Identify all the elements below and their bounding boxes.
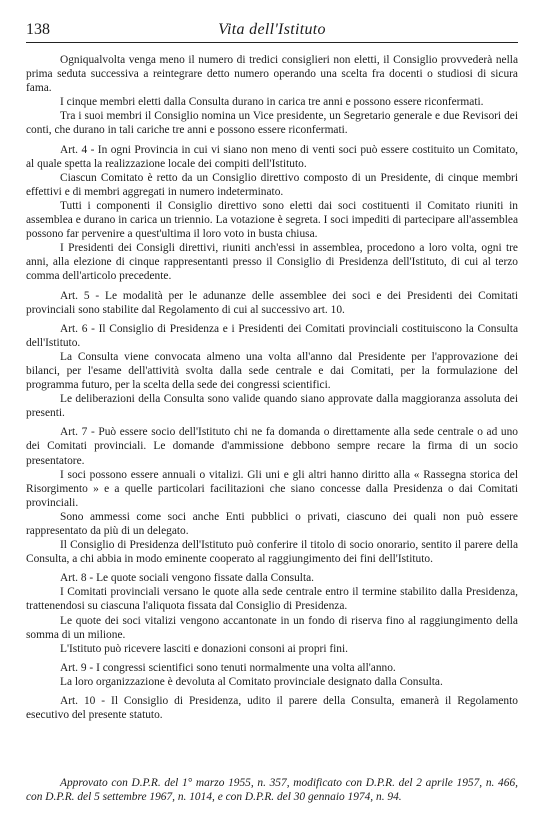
paragraph: L'Istituto può ricevere lasciti e donazioni consoni ai propri fini. bbox=[60, 642, 349, 655]
paragraph: Le quote dei soci vitalizi vengono accantonate in un fondo di riserva fino al raggiungimento della somma di un milione. bbox=[26, 614, 518, 641]
paragraph: Art. 10 - Il Consiglio di Presidenza, udito il parere della Consulta, emanerà il Regolamento esecutivo del presente statuto. bbox=[26, 695, 518, 722]
paragraph: Art. 7 - Può essere socio dell'Istituto chi ne fa domanda o direttamente alla sede centrale o ad uno dei Comitati provinciali. Le domande d'ammissione debbono sempre recare la firma di un socio presentatore. bbox=[26, 426, 518, 467]
paragraph: I cinque membri eletti dalla Consulta durano in carica tre anni e possono essere riconfermati. bbox=[60, 96, 484, 109]
paragraph: Ciascun Comitato è retto da un Consiglio direttivo composto di un Presidente, di cinque membri effettivi e di membri aggregati in numero indeterminato. bbox=[26, 171, 518, 198]
article-4 bbox=[26, 143, 518, 284]
paragraph: I Comitati provinciali versano le quote alla sede centrale entro il termine stabilito dalla Presidenza, trattenendosi su ciascuna l'aliquota fissata dal Consiglio di Presidenza. bbox=[26, 586, 518, 613]
paragraph: Le deliberazioni della Consulta sono valide quando siano approvate dalla maggioranza assoluta dei presenti. bbox=[26, 393, 518, 420]
paragraph: Il Consiglio di Presidenza dell'Istituto può conferire il titolo di socio onorario, sentito il parere della Consulta, a chi abbia in modo eminente cooperato al raggiungimento dei fini dell'Istituto. bbox=[26, 539, 518, 566]
article-7 bbox=[26, 425, 518, 566]
paragraph: Tutti i componenti il Consiglio direttivo sono eletti dai soci costituenti il Comitato riuniti in assemblea e durano in carica un triennio. La votazione è segreta. I soci impediti di partecipare all'assemblea possono far pervenire a quest'ultima il loro voto in busta chiusa. bbox=[26, 199, 518, 241]
page-header bbox=[26, 20, 518, 43]
body-text bbox=[26, 53, 518, 722]
article-9 bbox=[26, 661, 518, 689]
paragraph: Art. 5 - Le modalità per le adunanze delle assemblee dei soci e dei Presidenti dei Comitati provinciali sono stabilite dal Regolamento di cui al successivo art. 10. bbox=[26, 289, 518, 316]
paragraph: Art. 4 - In ogni Provincia in cui vi siano non meno di venti soci può essere costituito un Comitato, al quale spetta la realizzazione locale dei compiti dell'Istituto. bbox=[26, 143, 518, 170]
paragraph: I soci possono essere annuali o vitalizi. Gli uni e gli altri hanno diritto alla « Rassegna storica del Risorgimento » e a quelle particolari facilitazioni che siano concesse dalla Presidenza o dai Comitati provinciali. bbox=[26, 468, 518, 509]
article-8 bbox=[26, 571, 518, 656]
paragraph: I Presidenti dei Consigli direttivi, riuniti anch'essi in assemblea, procedono a loro volta, ogni tre anni, alla elezione di cinque rappresentanti presso il Consiglio di Presidenza dell'Istituto, di cui al terzo comma dell'articolo precedente. bbox=[26, 242, 518, 283]
paragraph: Art. 9 - I congressi scientifici sono tenuti normalmente una volta all'anno. bbox=[60, 661, 396, 674]
paragraph: La loro organizzazione è devoluta al Comitato provinciale designato dalla Consulta. bbox=[60, 675, 443, 688]
paragraph: Sono ammessi come soci anche Enti pubblici o privati, ciascuno dei quali non può essere rappresentato da più di un delegato. bbox=[26, 510, 518, 537]
paragraph: Tra i suoi membri il Consiglio nomina un Vice presidente, un Segretario generale e due Revisori dei conti, che durano in tali cariche tre anni e possono essere riconfermati. bbox=[26, 110, 518, 137]
article-5 bbox=[26, 289, 518, 317]
article-10 bbox=[26, 694, 518, 722]
paragraph: Ogniqualvolta venga meno il numero di tredici consiglieri non eletti, il Consiglio provvederà nella prima seduta successiva a reintegrare detto numero operando una scelta fra docenti o studiosi di sicura fama. bbox=[26, 54, 518, 95]
page-number: 138 bbox=[26, 21, 50, 38]
paragraph: La Consulta viene convocata almeno una volta all'anno dal Presidente per l'approvazione dei bilanci, per l'esame dell'attività svolta dalla sede centrale e dai Comitati, per la formulazione del programma futuro, per la scelta della sede dei congressi scientifici. bbox=[26, 350, 518, 392]
running-title: Vita dell'Istituto bbox=[218, 21, 326, 38]
article-6 bbox=[26, 322, 518, 421]
section-council-members bbox=[26, 53, 518, 138]
approval-note: Approvato con D.P.R. del 1° marzo 1955, n. 357, modificato con D.P.R. del 2 aprile 1957, n. 466, con D.P.R. del 5 settembre 1967, n. 1014, e con D.P.R. del 30 gennaio 1974, n. 94. bbox=[26, 777, 518, 804]
paragraph: Art. 6 - Il Consiglio di Presidenza e i Presidenti dei Comitati provinciali costituiscono la Consulta dell'Istituto. bbox=[26, 322, 518, 349]
paragraph: Art. 8 - Le quote sociali vengono fissate dalla Consulta. bbox=[60, 572, 315, 585]
